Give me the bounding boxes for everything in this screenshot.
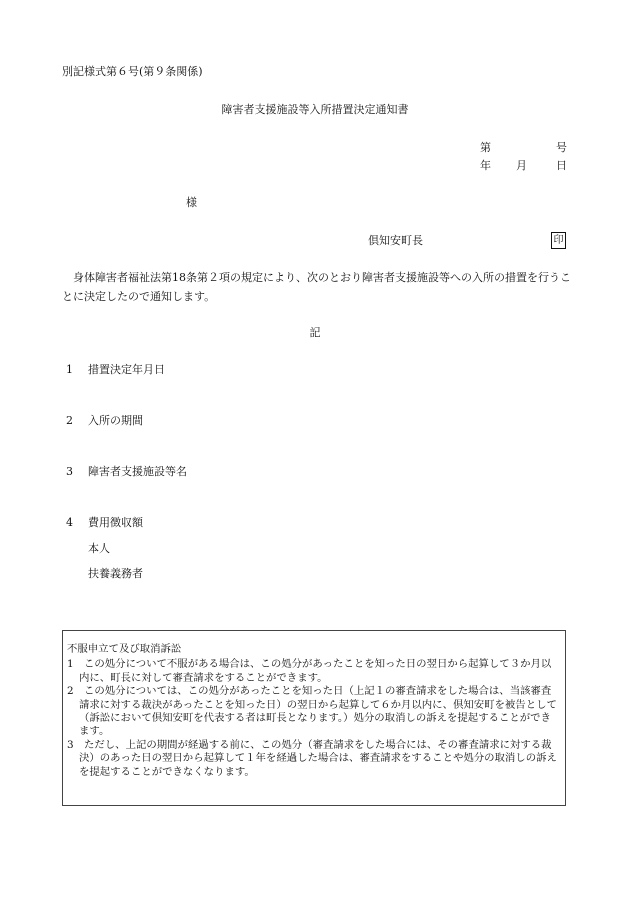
item-number: 4: [66, 516, 73, 529]
seal-box: 印: [551, 232, 566, 249]
body-text: 身体障害者福祉法第18条第２項の規定により、次のとおり障害者支援施設等への入所の措置を行うことに決定したので通知します。: [62, 271, 571, 303]
date-day-label: 日: [556, 159, 567, 172]
recipient-suffix: 様: [186, 196, 197, 209]
item-facility-name: [66, 465, 187, 479]
item-number: 3: [66, 465, 73, 478]
item-number: 2: [66, 414, 73, 427]
item-label: 障害者支援施設等名: [88, 465, 187, 478]
date-month-label: 月: [516, 159, 527, 172]
item-fee: [66, 516, 143, 530]
number-go-label: 号: [556, 141, 567, 154]
form-number: 別記様式第６号(第９条関係): [62, 65, 203, 78]
item-label: 入所の期間: [88, 414, 143, 427]
sub-item-self: 本人: [88, 542, 110, 555]
ki-heading: 記: [309, 326, 321, 339]
date-year-label: 年: [480, 159, 491, 172]
appeal-notice-paragraph: 1 この処分について不服がある場合は、この処分があったことを知った日の翌日から起算して３か月以内に、町長に対して審査請求をすることができます。: [67, 658, 552, 684]
number-dai-label: 第: [480, 141, 491, 154]
item-number: 1: [66, 363, 73, 376]
appeal-notice-title: 不服申立て及び取消訴訟: [67, 643, 182, 655]
appeal-notice-box: [62, 630, 566, 806]
item-period: [66, 414, 143, 428]
appeal-notice-paragraph: 2 この処分については、この処分があったことを知った日（上記１の審査請求をした場合は、当該審査請求に対する裁決があったことを知った日）の翌日から起算して６か月以内に、倶知安町を被告として（訴訟において倶知安町を代表する者は町長となります。）処分の取消しの訴えを提起することができます。: [67, 685, 557, 738]
issuer-name: 倶知安町長: [368, 234, 423, 247]
document-title: 障害者支援施設等入所措置決定通知書: [221, 103, 409, 116]
sub-item-guardian: 扶養義務者: [88, 567, 143, 580]
appeal-notice-paragraph: 3 ただし、上記の期間が経過する前に、この処分（審査請求をした場合には、その審査請求に対する裁決）のあった日の翌日から起算して１年を経過した場合は、審査請求をすることや処分の取消しの訴えを提起することができなくなります。: [67, 738, 557, 778]
item-decision-date: [66, 363, 165, 377]
item-label: 費用徴収額: [88, 516, 143, 529]
item-label: 措置決定年月日: [88, 363, 165, 376]
